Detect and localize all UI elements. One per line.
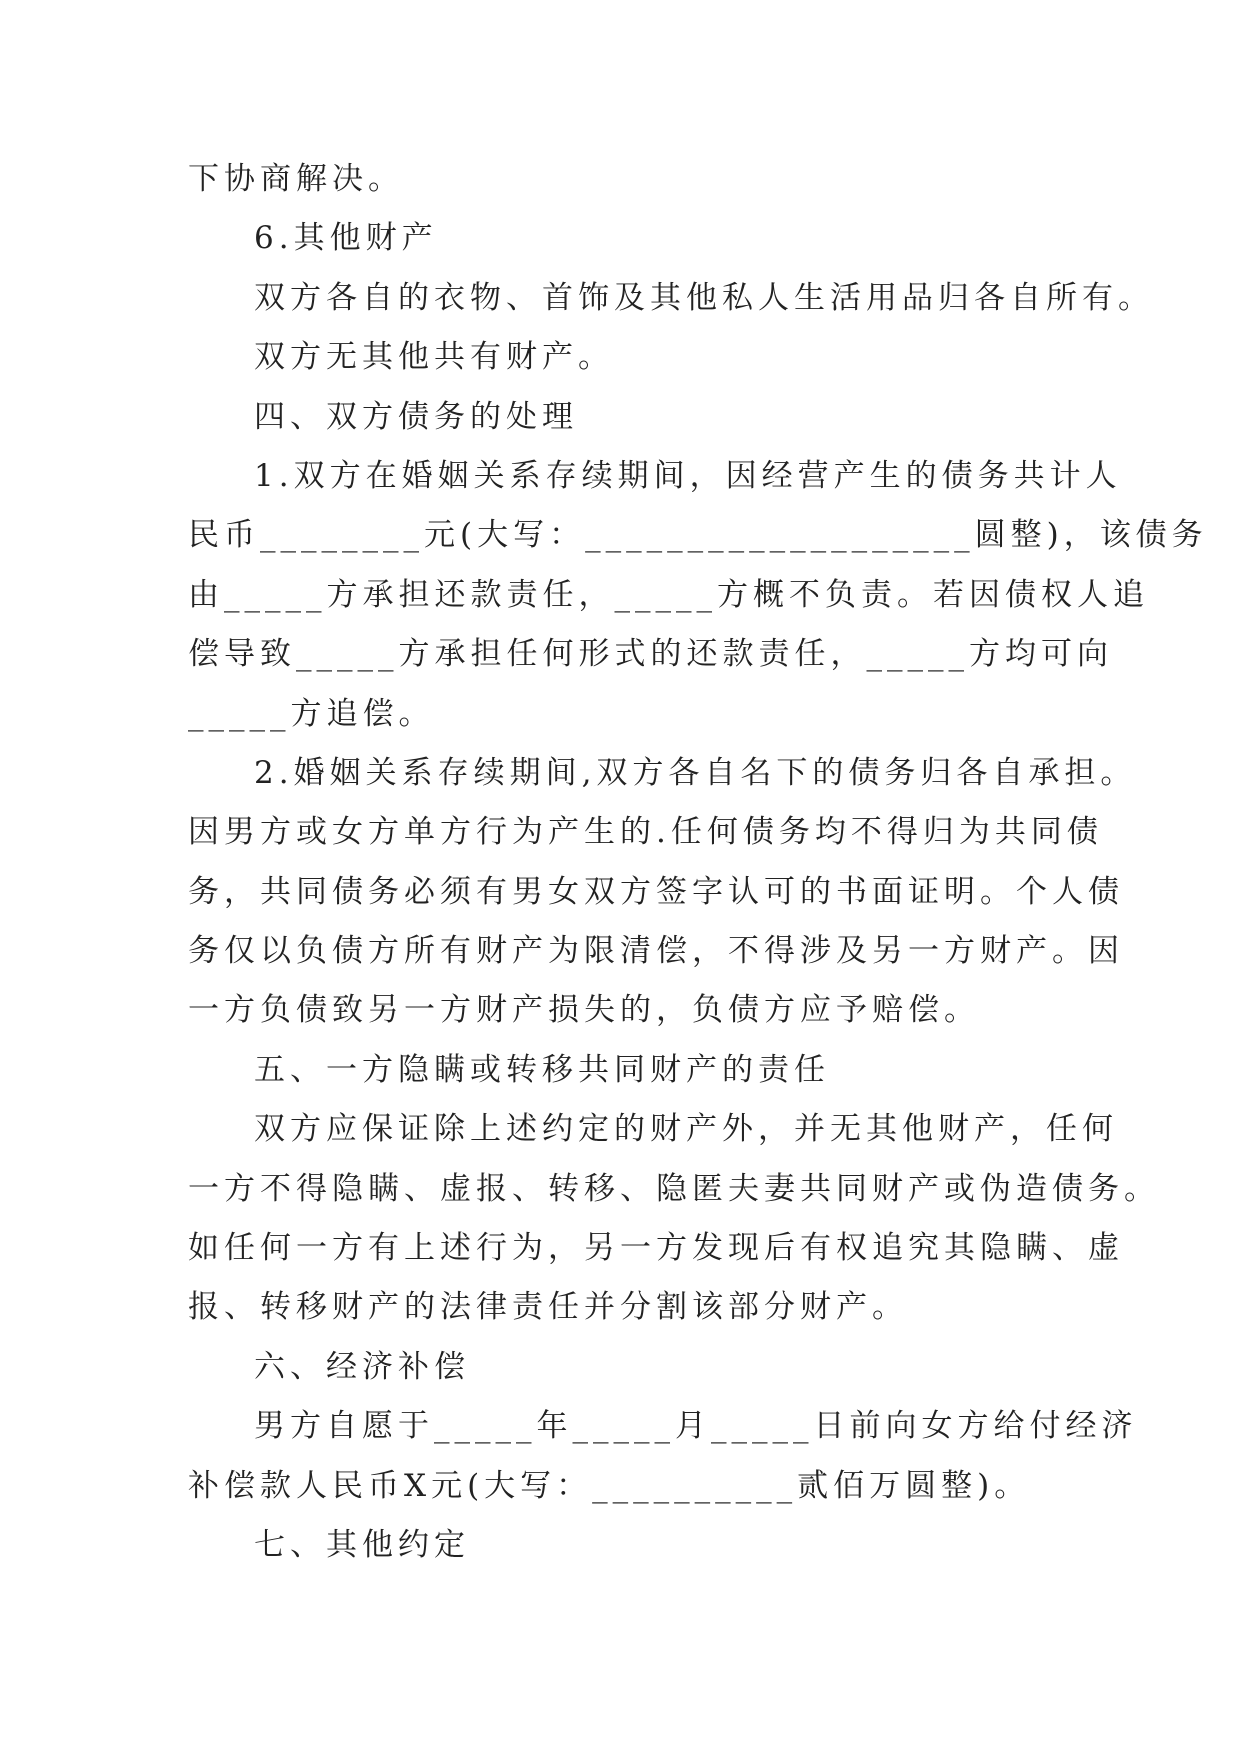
section-heading: 五、一方隐瞒或转移共同财产的责任 [254,1051,830,1088]
text-line: 务仅以负债方所有财产为限清偿，不得涉及另一方财产。因 [188,933,1124,970]
text-line: 双方各自的衣物、首饰及其他私人生活用品归各自所有。 [254,279,1154,316]
text-line: 务，共同债务必须有男女双方签字认可的书面证明。个人债 [188,873,1124,910]
text-line: 双方无其他共有财产。 [254,339,614,376]
text-line: 如任何一方有上述行为，另一方发现后有权追究其隐瞒、虚 [188,1230,1124,1267]
section-heading: 六、经济补偿 [254,1348,470,1385]
text-line: 男方自愿于_____年_____月_____日前向女方给付经济 [254,1408,1138,1445]
section-heading: 七、其他约定 [254,1526,470,1563]
text-line: 6.其他财产 [254,220,438,257]
text-line: _____方追偿。 [188,695,435,732]
text-line: 2.婚姻关系存续期间,双方各自名下的债务归各自承担。 [254,754,1137,791]
text-line: 补偿款人民币X元(大写：__________贰佰万圆整)。 [188,1467,1031,1504]
text-line: 由_____方承担还款责任，_____方概不负责。若因债权人追 [188,576,1149,613]
text-line: 双方应保证除上述约定的财产外，并无其他财产，任何 [254,1111,1118,1148]
text-line: 一方负债致另一方财产损失的，负债方应予赔偿。 [188,992,980,1029]
text-line: 民币________元(大写：___________________圆整)，该债务 [188,517,1208,554]
text-line: 偿导致_____方承担任何形式的还款责任，_____方均可向 [188,636,1113,673]
text-line: 报、转移财产的法律责任并分割该部分财产。 [188,1289,908,1326]
text-line: 下协商解决。 [188,161,404,197]
text-line: 1.双方在婚姻关系存续期间，因经营产生的债务共计人 [254,457,1122,494]
text-line: 一方不得隐瞒、虚报、转移、隐匿夫妻共同财产或伪造债务。 [188,1170,1160,1207]
section-heading: 四、双方债务的处理 [254,398,578,435]
text-line: 因男方或女方单方行为产生的.任何债务均不得归为共同债 [188,814,1103,851]
document-page [188,150,1208,1575]
